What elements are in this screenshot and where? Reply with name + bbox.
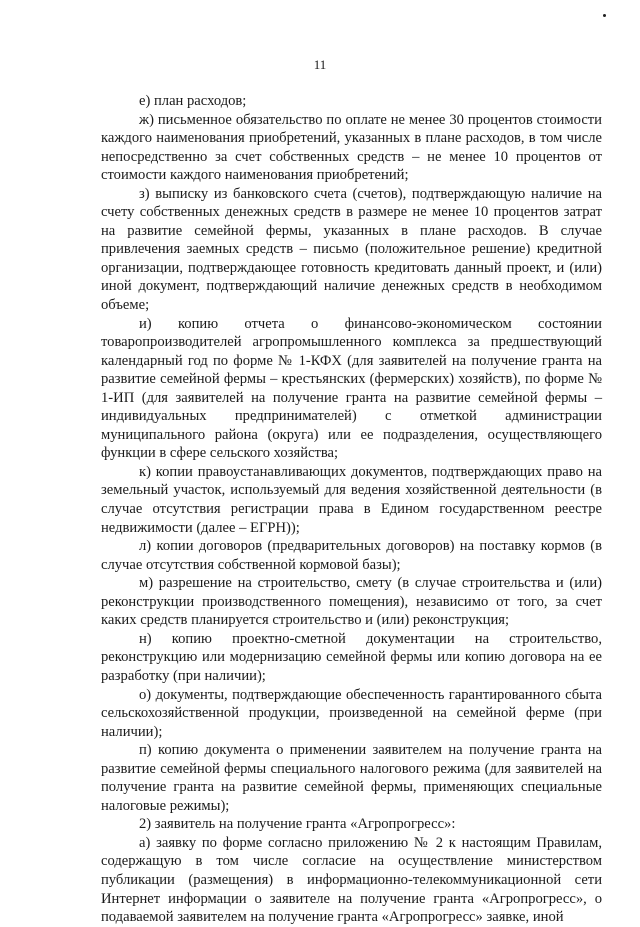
paragraph-a-application: а) заявку по форме согласно приложению № 2 к настоящим Правилам, содержащую в том числе согласие на осуществление министерством публикации (размещения) в информационно-телекоммуникационной сети Интернет информации о заявителе на получение гранта «Агропрогресс», о подаваемой заявителем на получение гранта «Агропрогресс» заявке, иной	[101, 834, 602, 926]
paragraph-2-agroprogress-applicant: 2) заявитель на получение гранта «Агропрогресс»:	[139, 816, 456, 833]
paragraph-n-design-documentation: н) копию проектно-сметной документации на строительство, реконструкцию или модернизацию семейной фермы или копию договора на ее разработку (при наличии);	[101, 630, 602, 684]
scan-speck	[603, 14, 606, 17]
paragraph-zh-written-obligation: ж) письменное обязательство по оплате не менее 30 процентов стоимости каждого наименования приобретений, указанных в плане расходов, в том числе непосредственно за счет собственных средств – не менее 10 процентов от стоимости каждого наименования приобретений;	[101, 111, 602, 184]
paragraph-z-bank-statement: з) выписку из банковского счета (счетов), подтверждающую наличие на счету собственных денежных средств в размере не менее 10 процентов затрат на развитие семейной фермы, указанных в плане расходов. В случае привлечения заемных средств – письмо (положительное решение) кредитной организации, подтверждающее готовность кредитовать данный проект, и (или) иной документ, подтверждающий наличие денежных средств в необходимом объеме;	[101, 185, 602, 314]
paragraph-e-expense-plan: е) план расходов;	[139, 93, 247, 109]
paragraph-i-financial-report: и) копию отчета о финансово-экономическом состоянии товаропроизводителей агропромышленного комплекса за предшествующий календарный год по форме № 1-КФХ (для заявителей на получение гранта на развитие семейной фермы – крестьянских (фермерских) хозяйств), по форме № 1-ИП (для заявителей на получение гранта на развитие семейной фермы – индивидуальных предпринимателей) с отметкой администрации муниципального района (округа) или ее подразделения, осуществляющего функции в сфере сельского хозяйства;	[101, 315, 602, 462]
paragraph-l-feed-contracts: л) копии договоров (предварительных договоров) на поставку кормов (в случае отсутствия собственной кормовой базы);	[101, 538, 602, 573]
paragraph-k-land-documents: к) копии правоустанавливающих документов, подтверждающих право на земельный участок, используемый для ведения хозяйственной деятельности (в случае отсутствия регистрации права в Едином государственном реестре недвижимости (далее – ЕГРН));	[101, 463, 602, 536]
paragraph-o-sales-guarantee: о) документы, подтверждающие обеспеченность гарантированного сбыта сельскохозяйственной продукции, произведенной на семейной ферме (при наличии);	[101, 686, 602, 740]
document-body	[101, 92, 602, 927]
paragraph-p-tax-regime: п) копию документа о применении заявителем на получение гранта на развитие семейной фермы специального налогового режима (для заявителей на получение гранта на развитие семейной фермы, применяющих специальные налоговые режимы);	[101, 742, 602, 814]
paragraph-m-construction-permit: м) разрешение на строительство, смету (в случае строительства и (или) реконструкции производственного помещения), независимо от того, за счет каких средств планируется строительство и (или) реконструкция;	[101, 575, 602, 629]
page-number: 11	[313, 57, 327, 72]
